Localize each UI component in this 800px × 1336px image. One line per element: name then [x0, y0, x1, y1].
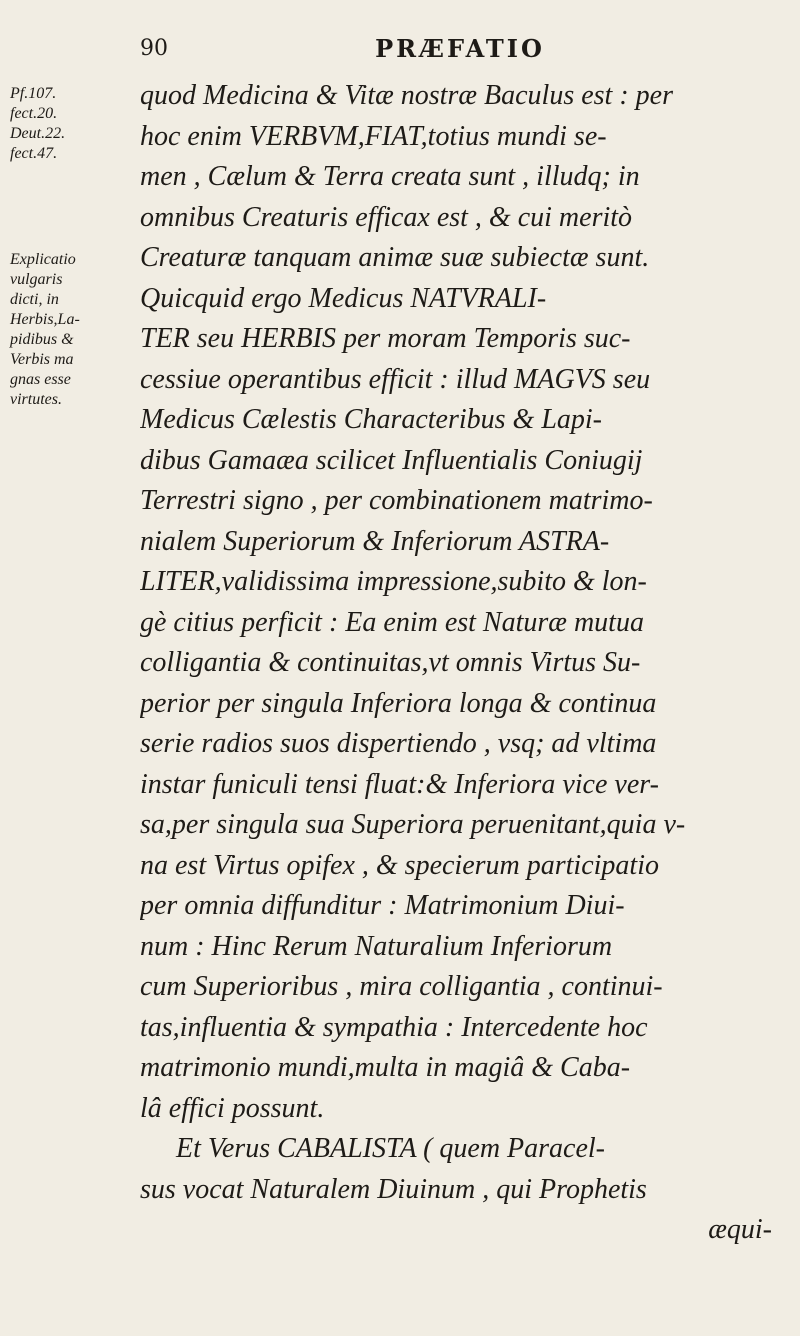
margin-line: pidibus & — [10, 331, 74, 348]
text-line: gè citius perficit : Ea enim est Naturæ mutua — [140, 606, 644, 638]
margin-line: fect.47. — [10, 145, 58, 162]
body-text — [140, 76, 776, 1251]
text-line: colligantia & continuitas,vt omnis Virtus Su- — [140, 647, 641, 678]
text-line: Terrestri signo , per combinationem matrimo- — [140, 485, 653, 516]
text-line: lâ effici possunt. — [140, 1092, 325, 1124]
text-line: dibus Gamaæa scilicet Influentialis Coniugij — [140, 444, 643, 476]
running-title: PRÆFATIO — [375, 34, 545, 63]
text-line: sa,per singula sua Superiora peruenitant,quia v- — [140, 809, 686, 840]
margin-line: vulgaris — [10, 271, 63, 288]
text-line: Creaturæ tanquam animæ suæ subiectæ sunt. — [140, 242, 650, 273]
text-line: nialem Superiorum & Inferiorum ASTRA- — [140, 525, 610, 557]
text-line: instar funiculi tensi fluat:& Inferiora vice ver- — [140, 768, 659, 800]
margin-line: Explicatio — [10, 251, 76, 268]
text-line: tas,influentia & sympathia : Intercedente hoc — [140, 1011, 648, 1043]
text-line: men , Cælum & Terra creata sunt , illudq; in — [140, 161, 640, 192]
text-line: num : Hinc Rerum Naturalium Inferiorum — [140, 930, 613, 962]
text-line: matrimonio mundi,multa in magiâ & Caba- — [140, 1052, 631, 1083]
text-line: Et Verus CABALISTA ( quem Paracel- — [176, 1133, 606, 1164]
text-line: cum Superioribus , mira colligantia , continui- — [140, 971, 663, 1002]
text-line: na est Virtus opifex , & specierum participatio — [140, 849, 659, 881]
text-line: omnibus Creaturis efficax est , & cui meritò — [140, 201, 633, 233]
margin-line: dicti, in — [10, 291, 59, 308]
text-line: hoc enim VERBVM,FIAT,totius mundi se- — [140, 120, 607, 152]
margin-line: virtutes. — [10, 391, 62, 408]
margin-line: Herbis,La- — [10, 311, 80, 328]
margin-line: gnas esse — [10, 371, 71, 388]
text-line: LITER,validissima impressione,subito & lon- — [140, 566, 647, 597]
text-line: quod Medicina & Vitæ nostræ Baculus est : per — [140, 80, 673, 111]
text-line: TER seu HERBIS per moram Temporis suc- — [140, 323, 631, 354]
text-line: perior per singula Inferiora longa & continua — [140, 687, 657, 719]
text-line: serie radios suos dispertiendo , vsq; ad vltima — [140, 728, 657, 759]
margin-line: Verbis ma — [10, 351, 74, 368]
text-line: per omnia diffunditur : Matrimonium Diui- — [140, 890, 625, 921]
margin-note-explicatio — [10, 250, 130, 410]
text-line: cessiue operantibus efficit : illud MAGVS seu — [140, 363, 651, 395]
page-header — [140, 28, 780, 68]
text-line: sus vocat Naturalem Diuinum , qui Prophetis — [140, 1173, 647, 1205]
margin-note-scripture-refs — [10, 84, 130, 164]
catchword: æqui- — [708, 1214, 772, 1245]
margin-line: Deut.22. — [10, 125, 66, 142]
text-line: Medicus Cælestis Characteribus & Lapi- — [140, 404, 602, 435]
margin-line: fect.20. — [10, 105, 58, 122]
text-line: Quicquid ergo Medicus NATVRALI- — [140, 282, 547, 314]
margin-line: Pf.107. — [10, 85, 57, 102]
page-number: 90 — [140, 36, 168, 61]
